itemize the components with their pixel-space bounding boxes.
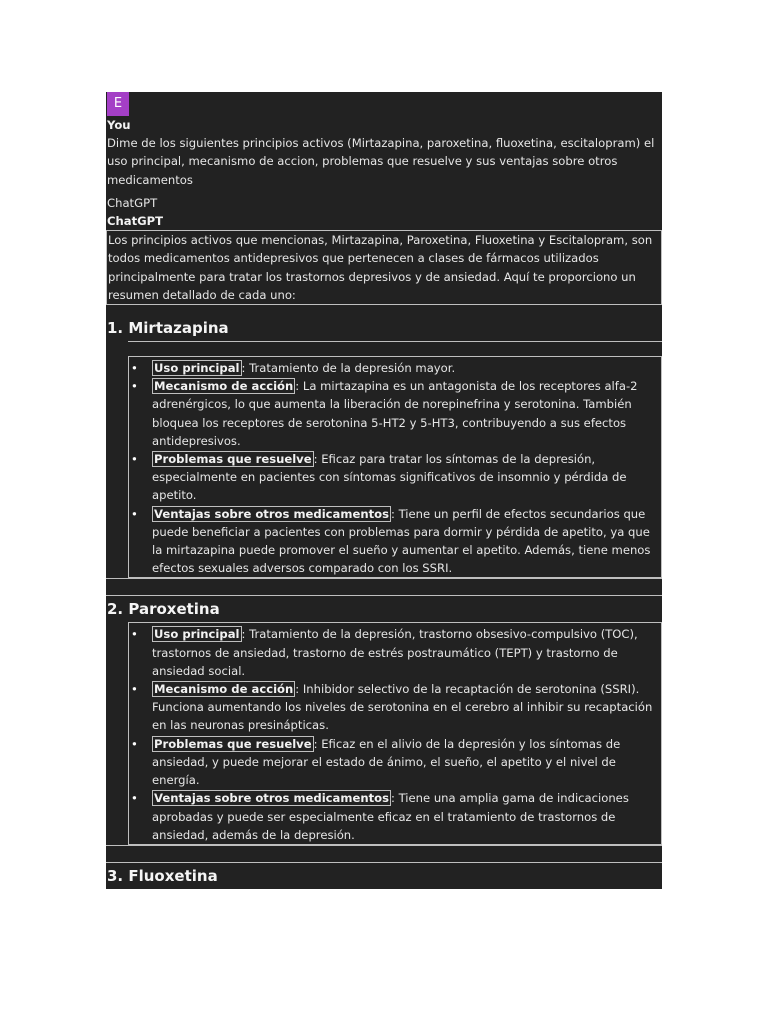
assistant-label: ChatGPT bbox=[107, 195, 158, 210]
section-divider bbox=[128, 341, 662, 357]
list-item bbox=[129, 505, 659, 578]
assistant-label-bold: ChatGPT bbox=[107, 214, 164, 229]
item-term: Mecanismo de acción bbox=[154, 682, 294, 697]
item-term: Uso principal bbox=[154, 361, 240, 376]
item-text: : Tratamiento de la depresión mayor. bbox=[241, 361, 456, 376]
spacer bbox=[106, 305, 662, 315]
user-message: Dime de los siguientes principios activos (Mirtazapina, paroxetina, fluoxetina, escitalopram) el uso principal, mecanismo de accion, problemas que resuelve y sus ventajas sobre otros medicamentos bbox=[107, 136, 655, 187]
item-term: Ventajas sobre otros medicamentos bbox=[154, 791, 389, 806]
item-term: Ventajas sobre otros medicamentos bbox=[154, 506, 389, 521]
list-item bbox=[129, 450, 659, 505]
section-heading-paroxetina: 2. Paroxetina bbox=[107, 600, 220, 619]
item-text: : Eficaz en el alivio de la depresión y los síntomas de ansiedad, y puede mejorar el estado de ánimo, el sueño, el apetito y el nivel de energía. bbox=[152, 736, 621, 788]
section-heading-fluoxetina: 3. Fluoxetina bbox=[107, 866, 218, 885]
item-text: : Tiene una amplia gama de indicaciones aprobadas y puede ser especialmente eficaz en el tratamiento de trastornos de ansiedad, además de la depresión. bbox=[152, 791, 629, 842]
section-divider bbox=[106, 845, 662, 863]
user-name: You bbox=[107, 118, 131, 132]
list-item bbox=[129, 359, 659, 377]
section-heading-mirtazapina: 1. Mirtazapina bbox=[107, 319, 229, 338]
list-item bbox=[129, 735, 659, 790]
item-text: : Inhibidor selectivo de la recaptación de serotonina (SSRI). Funciona aumentando los niveles de serotonina en el cerebro al inhibir su recaptación en las neuronas presinápticas. bbox=[152, 682, 653, 733]
list-item bbox=[129, 789, 659, 844]
list-item bbox=[129, 680, 659, 735]
section-divider bbox=[106, 578, 662, 596]
item-text: : La mirtazapina es un antagonista de los receptores alfa-2 adrenérgicos, lo que aumenta la liberación de norepinefrina y serotonina. También bloquea los receptores de serotonina 5-HT2 y 5-HT3, contribuyendo a sus efectos antidepresivos. bbox=[152, 379, 638, 448]
section-list-paroxetina bbox=[128, 622, 662, 844]
item-text: : Tratamiento de la depresión, trastorno obsesivo-compulsivo (TOC), trastornos de ansiedad, trastorno de estrés postraumático (TEPT) y trastorno de ansiedad social. bbox=[152, 627, 638, 678]
item-term: Mecanismo de acción bbox=[154, 379, 294, 394]
assistant-intro: Los principios activos que mencionas, Mirtazapina, Paroxetina, Fluoxetina y Escitalopram, son todos medicamentos antidepresivos que pertenecen a clases de fármacos utilizados principalmente para tratar los trastornos depresivos y de ansiedad. Aquí te proporciono un resumen detallado de cada uno: bbox=[106, 230, 662, 305]
list-item bbox=[129, 625, 659, 680]
item-term: Uso principal bbox=[154, 627, 240, 642]
list-item bbox=[129, 377, 659, 450]
item-text: : Tiene un perfil de efectos secundarios que puede beneficiar a pacientes con problemas para dormir y pérdida de apetito, ya que la mirtazapina puede promover el sueño y aumentar el apetito. Además, tiene menos efectos sexuales adversos comparado con los SSRI. bbox=[152, 506, 651, 576]
item-term: Problemas que resuelve bbox=[154, 452, 312, 467]
item-text: : Eficaz para tratar los síntomas de la depresión, especialmente en pacientes con síntomas significativos de insomnio y pérdida de apetito. bbox=[152, 452, 627, 503]
document-page bbox=[106, 92, 662, 889]
item-term: Problemas que resuelve bbox=[154, 736, 312, 751]
section-list-mirtazapina bbox=[128, 357, 662, 578]
avatar: E bbox=[107, 92, 129, 116]
